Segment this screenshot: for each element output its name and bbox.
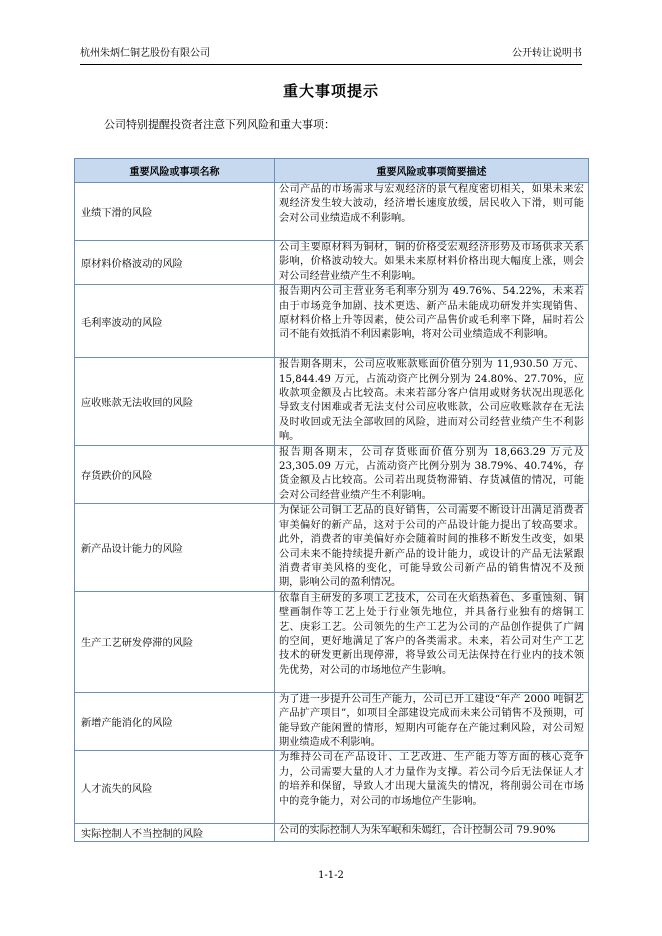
risk-desc: 为了进一步提升公司生产能力，公司已开工建设“年产 2000 吨铜艺产品扩产项目”，如项目全部建设完成而未来公司销售不及预期，可能导致产能闲置的情形，短期内可能存在产能过剩风险，对公司短期业绩造成不利影响。 [275, 692, 589, 751]
table-row [75, 751, 589, 824]
risk-desc: 为维持公司在产品设计、工艺改进、生产能力等方面的核心竞争力，公司需要大量的人才力量作为支撑。若公司今后无法保证人才的培养和保留，导致人才出现大量流失的情况，将削弱公司在市场中的竞争能力，对公司的市场地位产生影响。 [275, 751, 589, 824]
table-row [75, 358, 589, 445]
table-row [75, 241, 589, 285]
risk-desc: 报告期各期末，公司应收账款账面价值分别为 11,930.50 万元、15,844.49 万元，占流动资产比例分别为 24.80%、27.70%，应收款项金额及占比较高。未来若部分客户信用或财务状况出现恶化导致支付困难或者无法支付公司应收账款，公司应收账款存在无法及时收回或无法全部收回的风险，进而对公司经营业绩产生不利影响。 [275, 358, 589, 445]
risk-desc: 报告期内公司主营业务毛利率分别为 49.76%、54.22%，未来若由于市场竞争加剧、技术更迭、新产品未能成功研发并实现销售、原材料价格上升等因素，使公司产品售价或毛利率下降，届时若公司不能有效抵消不利因素影响，将对公司业绩造成不利影响。 [275, 285, 589, 358]
risk-name: 人才流失的风险 [75, 751, 275, 824]
risk-name: 实际控制人不当控制的风险 [75, 824, 275, 842]
table-row [75, 183, 589, 241]
page-header [80, 44, 582, 65]
risk-desc: 公司的实际控制人为朱军岷和朱嫣红，合计控制公司 79.90% [275, 824, 589, 842]
header-doc-title: 公开转让说明书 [512, 48, 582, 59]
risk-name: 新产品设计能力的风险 [75, 504, 275, 591]
page-number: 1-1-2 [318, 870, 344, 881]
risk-name: 毛利率波动的风险 [75, 285, 275, 358]
table-header-row [75, 159, 589, 183]
intro-text: 公司特别提醒投资者注意下列风险和重大事项： [104, 118, 335, 131]
header-company: 杭州朱炳仁铜艺股份有限公司 [80, 48, 210, 59]
risk-name: 生产工艺研发停滞的风险 [75, 591, 275, 692]
header-risk-desc: 重要风险或事项简要描述 [275, 159, 589, 183]
risk-desc: 报告期各期末，公司存货账面价值分别为 18,663.29 万元及 23,305.09 万元，占流动资产比例分别为 38.79%、40.74%，存货金额及占比较高。公司若出现货物滞销、存货减值的情况，可能会对公司经营业绩产生不利影响。 [275, 445, 589, 504]
risk-desc: 公司主要原材料为铜材，铜的价格受宏观经济形势及市场供求关系影响，价格波动较大。如果未来原材料价格出现大幅度上涨，则会对公司经营业绩产生不利影响。 [275, 241, 589, 285]
risk-desc: 为保证公司铜工艺品的良好销售，公司需要不断设计出满足消费者审美偏好的新产品，这对于公司的产品设计能力提出了较高要求。此外，消费者的审美偏好亦会随着时间的推移不断发生改变，如果公司未来不能持续提升新产品的设计能力，或设计的产品无法紧跟消费者审美风格的变化，可能导致公司新产品的销售情况不及预期，影响公司的盈利情况。 [275, 504, 589, 591]
table-row [75, 504, 589, 591]
risk-name: 存货跌价的风险 [75, 445, 275, 504]
table-row [75, 445, 589, 504]
risk-name: 新增产能消化的风险 [75, 692, 275, 751]
table-row [75, 824, 589, 842]
risk-desc: 公司产品的市场需求与宏观经济的景气程度密切相关，如果未来宏观经济发生较大波动，经济增长速度放缓，居民收入下滑，则可能会对公司业绩造成不利影响。 [275, 183, 589, 241]
risk-name: 应收账款无法收回的风险 [75, 358, 275, 445]
risk-table [74, 158, 589, 842]
table-row [75, 692, 589, 751]
risk-desc: 依靠自主研发的多项工艺技术，公司在火焰热着色、多重蚀刻、铜壁画制作等工艺上处于行业领先地位，并具备行业独有的熔铜工艺、庚彩工艺。公司领先的生产工艺为公司的产品创作提供了广阔的空间，更好地满足了客户的各类需求。未来，若公司对生产工艺技术的研发更新出现停滞，将导致公司无法保持在行业内的技术领先优势，对公司的市场地位产生影响。 [275, 591, 589, 692]
page-title: 重大事项提示 [282, 82, 379, 100]
table-row [75, 285, 589, 358]
header-risk-name: 重要风险或事项名称 [75, 159, 275, 183]
risk-name: 原材料价格波动的风险 [75, 241, 275, 285]
risk-name: 业绩下滑的风险 [75, 183, 275, 241]
table-row [75, 591, 589, 692]
